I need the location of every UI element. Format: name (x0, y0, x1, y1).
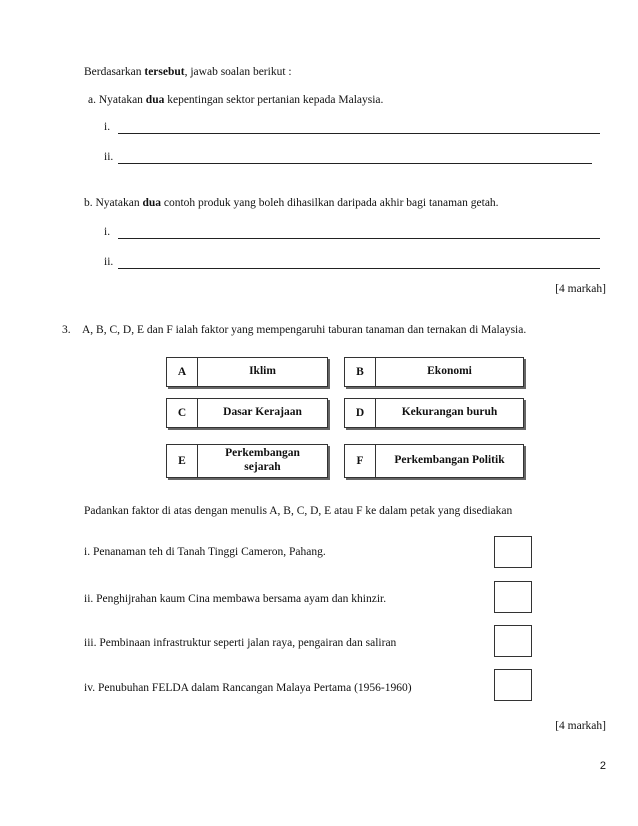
q2b-roman-i: i. (104, 226, 111, 238)
q3-item-iii: iii. Pembinaan infrastruktur seperti jalan raya, pengairan dan saliran (84, 637, 397, 649)
q3-item-iv: iv. Penubuhan FELDA dalam Rancangan Malaya Pertama (1956-1960) (84, 682, 412, 694)
q2a-answer-line-i[interactable] (118, 133, 600, 134)
factor-label: Ekonomi (427, 365, 472, 378)
answer-box-i[interactable] (494, 536, 532, 568)
factor-label: Perkembangan sejarah (225, 447, 300, 473)
factor-label: Dasar Kerajaan (223, 406, 302, 419)
q2b-roman-ii: ii. (104, 256, 114, 268)
q2a-text: a. Nyatakan dua kepentingan sektor pertanian kepada Malaysia. (88, 94, 384, 106)
q2a-roman-i: i. (104, 121, 111, 133)
q2-marks: [4 markah] (555, 283, 606, 295)
q3-number: 3. (62, 324, 71, 336)
q2-intro: Berdasarkan tersebut, jawab soalan berikut : (84, 66, 292, 78)
q3-item-i: i. Penanaman teh di Tanah Tinggi Cameron, Pahang. (84, 546, 326, 558)
factor-label: Kekurangan buruh (401, 406, 498, 419)
factor-key: C (167, 399, 198, 427)
q3-item-ii: ii. Penghijrahan kaum Cina membawa bersama ayam dan khinzir. (84, 593, 387, 605)
answer-box-ii[interactable] (494, 581, 532, 613)
factor-key: E (167, 445, 198, 477)
q2a-answer-line-ii[interactable] (118, 163, 592, 164)
factor-key: A (167, 358, 198, 386)
factor-box-a (166, 357, 328, 387)
factor-key: D (345, 399, 376, 427)
q2b-answer-line-i[interactable] (118, 238, 600, 239)
factor-box-c (166, 398, 328, 428)
factor-key: F (345, 445, 376, 477)
answer-box-iii[interactable] (494, 625, 532, 657)
factor-box-d (344, 398, 524, 428)
q2a-roman-ii: ii. (104, 151, 114, 163)
q3-instruction: Padankan faktor di atas dengan menulis A, B, C, D, E atau F ke dalam petak yang disediakan (84, 505, 513, 517)
factor-key: B (345, 358, 376, 386)
factor-label: Perkembangan Politik (394, 454, 505, 467)
answer-box-iv[interactable] (494, 669, 532, 701)
factor-box-b (344, 357, 524, 387)
q3-marks: [4 markah] (555, 720, 606, 732)
q2b-text: b. Nyatakan dua contoh produk yang boleh dihasilkan daripada akhir bagi tanaman getah. (84, 197, 499, 209)
page-number: 2 (599, 760, 606, 772)
q3-stem: A, B, C, D, E dan F ialah faktor yang mempengaruhi taburan tanaman dan ternakan di Malaysia. (82, 324, 527, 336)
factor-box-e (166, 444, 328, 478)
q2b-answer-line-ii[interactable] (118, 268, 600, 269)
factor-label: Iklim (249, 365, 276, 378)
factor-box-f (344, 444, 524, 478)
